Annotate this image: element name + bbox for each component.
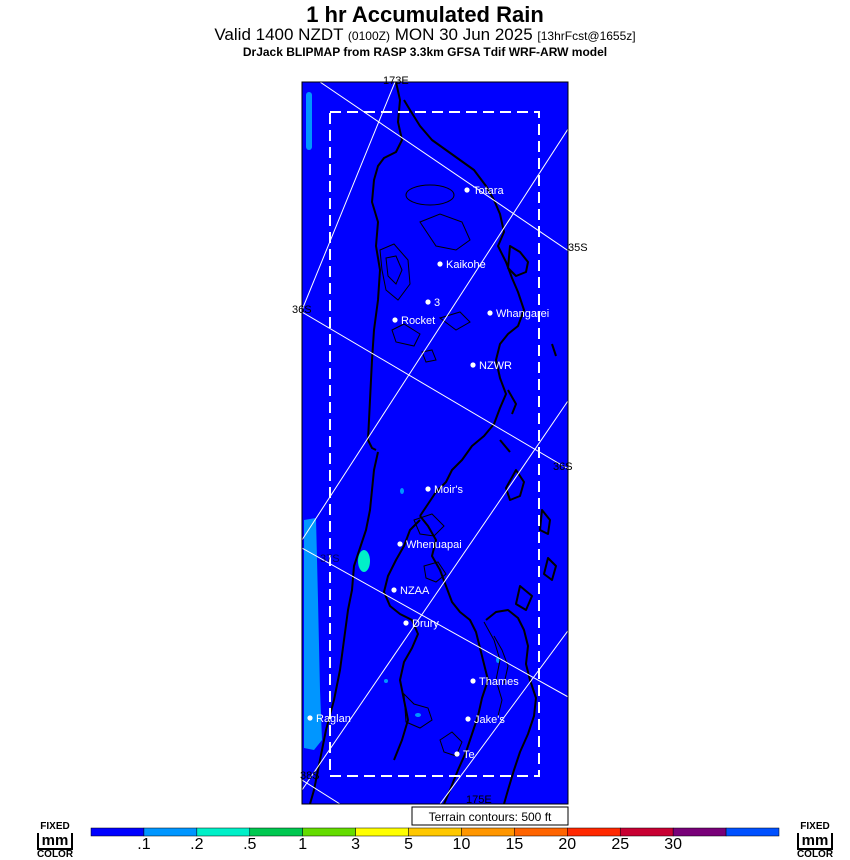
legend-swatch — [409, 828, 462, 836]
legend-tick-label: .5 — [243, 836, 257, 853]
fixed-label: FIXED — [800, 821, 830, 832]
legend-swatch — [567, 828, 620, 836]
legend-swatch — [197, 828, 250, 836]
svg-text:Terrain contours: 500 ft: Terrain contours: 500 ft — [428, 810, 552, 824]
legend-tick-label: 3 — [351, 836, 361, 853]
valid-prefix: Valid 1400 NZDT — [214, 25, 344, 44]
svg-text:Moir's: Moir's — [434, 484, 463, 496]
legend-swatch — [620, 828, 673, 836]
rain-patch-small-2 — [415, 713, 421, 717]
svg-text:NZAA: NZAA — [400, 585, 430, 597]
legend-swatch — [144, 828, 197, 836]
place-whenuapai[interactable] — [397, 539, 461, 551]
grid-label: 173E — [383, 75, 409, 87]
grid-label: 37S — [320, 553, 340, 565]
forecast-info: [13hrFcst@1655z] — [537, 29, 636, 43]
svg-text:Te: Te — [463, 749, 475, 761]
legend-fixed-left — [31, 822, 79, 860]
rain-color-legend — [91, 828, 779, 836]
legend-fixed-right — [791, 822, 839, 860]
grid-label: 36S — [553, 461, 573, 473]
model-line: DrJack BLIPMAP from RASP 3.3km GFSA Tdif WRF-ARW model — [242, 45, 608, 59]
color-label: COLOR — [36, 849, 74, 860]
valid-date: MON 30 Jun 2025 — [394, 25, 533, 44]
legend-swatch — [250, 828, 303, 836]
legend-tick-label: 10 — [452, 836, 471, 853]
grid-label: 35S — [568, 242, 588, 254]
svg-text:Drury: Drury — [412, 618, 439, 630]
legend-swatch — [303, 828, 356, 836]
legend-tick-label: .2 — [190, 836, 204, 853]
legend-tick-label: .1 — [137, 836, 151, 853]
terrain-note — [412, 807, 568, 825]
grid-label: 38S — [300, 770, 320, 782]
legend-swatch — [91, 828, 144, 836]
svg-text:Kaikohe: Kaikohe — [446, 259, 486, 271]
valid-utc: (0100Z) — [347, 29, 390, 43]
svg-text:Whenuapai: Whenuapai — [406, 539, 462, 551]
fixed-label: FIXED — [40, 821, 70, 832]
svg-text:Totara: Totara — [473, 185, 504, 197]
svg-text:Raglan: Raglan — [316, 713, 351, 725]
legend-tick-label: 30 — [664, 836, 683, 853]
svg-text:NZWR: NZWR — [479, 360, 512, 372]
legend-swatch — [673, 828, 726, 836]
legend-tick-label: 1 — [298, 836, 308, 853]
grid-label: 175E — [466, 794, 492, 806]
place-whangarei[interactable] — [487, 308, 549, 320]
legend-tick-label: 25 — [611, 836, 630, 853]
map-title: 1 hr Accumulated Rain — [306, 2, 544, 27]
legend-swatch — [514, 828, 567, 836]
rain-patch-kaipara — [358, 550, 370, 572]
unit-label: mm — [37, 833, 74, 850]
legend-tick-label: 15 — [505, 836, 524, 853]
svg-text:Thames: Thames — [479, 676, 519, 688]
rain-patch-small-3 — [384, 679, 388, 683]
unit-label: mm — [797, 833, 834, 850]
grid-label: 36S — [292, 304, 312, 316]
color-label: COLOR — [796, 849, 834, 860]
svg-text:Jake's: Jake's — [474, 714, 505, 726]
svg-text:Whangarei: Whangarei — [496, 308, 550, 320]
svg-text:3: 3 — [434, 297, 441, 309]
rain-patch-west-top — [306, 92, 312, 150]
legend-swatch — [726, 828, 779, 836]
legend-swatch — [356, 828, 409, 836]
svg-text:Rocket: Rocket — [401, 315, 436, 327]
legend-swatch — [461, 828, 514, 836]
legend-tick-label: 5 — [404, 836, 413, 853]
legend-tick-label: 20 — [558, 836, 577, 853]
rain-patch-small-1 — [400, 488, 404, 494]
